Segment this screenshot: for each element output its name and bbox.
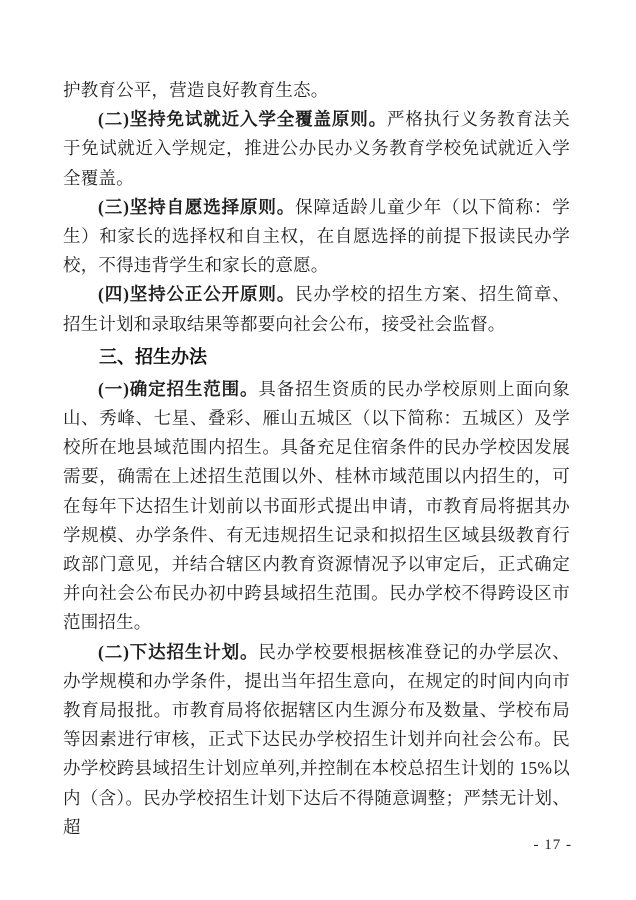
principle-paragraph — [63, 280, 570, 338]
principle-paragraph — [63, 105, 570, 193]
paragraph-lead: (一)确定招生范围。 — [98, 378, 259, 399]
paragraph-lead: (四)坚持公正公开原则。 — [98, 284, 296, 305]
paragraph-body: 民办学校的招生方案、招生简章、招生计划和录取结果等都要向社会公布，接受社会监督。 — [63, 284, 570, 334]
section-paragraph — [63, 375, 570, 638]
page-number: - 17 - — [533, 837, 572, 853]
paragraph-lead: (二)坚持免试就近入学全覆盖原则。 — [98, 109, 387, 130]
section-paragraph — [63, 638, 570, 842]
paragraph-body: 民办学校要根据核准登记的办学层次、办学规模和办学条件，提出当年招生意向，在规定的时间内向市教育局报批。市教育局将依据辖区内生源分布及数量、学校布局等因素进行审核，正式下达民办学校招生计划并向社会公布。民办学校跨县域招生计划应单列,并控制在本校总招生计划的 15%以内（含）。民办学校招生计划下达后不得随意调整；严禁无计划、超 — [63, 641, 571, 837]
paragraph-body: 保障适龄儿童少年（以下简称：学生）和家长的选择权和自主权，在自愿选择的前提下报读民办学校，不得违背学生和家长的意愿。 — [63, 196, 570, 276]
paragraph-lead: (三)坚持自愿选择原则。 — [98, 196, 296, 217]
paragraph-body: 严格执行义务教育法关于免试就近入学规定，推进公办民办义务教育学校免试就近入学全覆盖。 — [63, 109, 571, 188]
paragraph-body: 具备招生资质的民办学校原则上面向象山、秀峰、七星、叠彩、雁山五城区（以下简称：五城区）及学校所在地县域范围内招生。具备充足住宿条件的民办学校因发展需要，确需在上述招生范围以外、桂林市域范围以内招生的，可在每年下达招生计划前以书面形式提出申请，市教育局将据其办学规模、办学条件、有无违规招生记录和拟招生区域县级教育行政部门意见，并结合辖区内教育资源情况予以审定后，正式确定并向社会公布民办初中跨县域招生范围。民办学校不得跨设区市范围招生。 — [63, 378, 571, 633]
continuation-paragraph: 护教育公平，营造良好教育生态。 — [63, 80, 329, 100]
principle-paragraph — [63, 193, 570, 281]
paragraph-lead: (二)下达招生计划。 — [98, 641, 259, 662]
section-heading: 三、招生办法 — [99, 346, 207, 367]
